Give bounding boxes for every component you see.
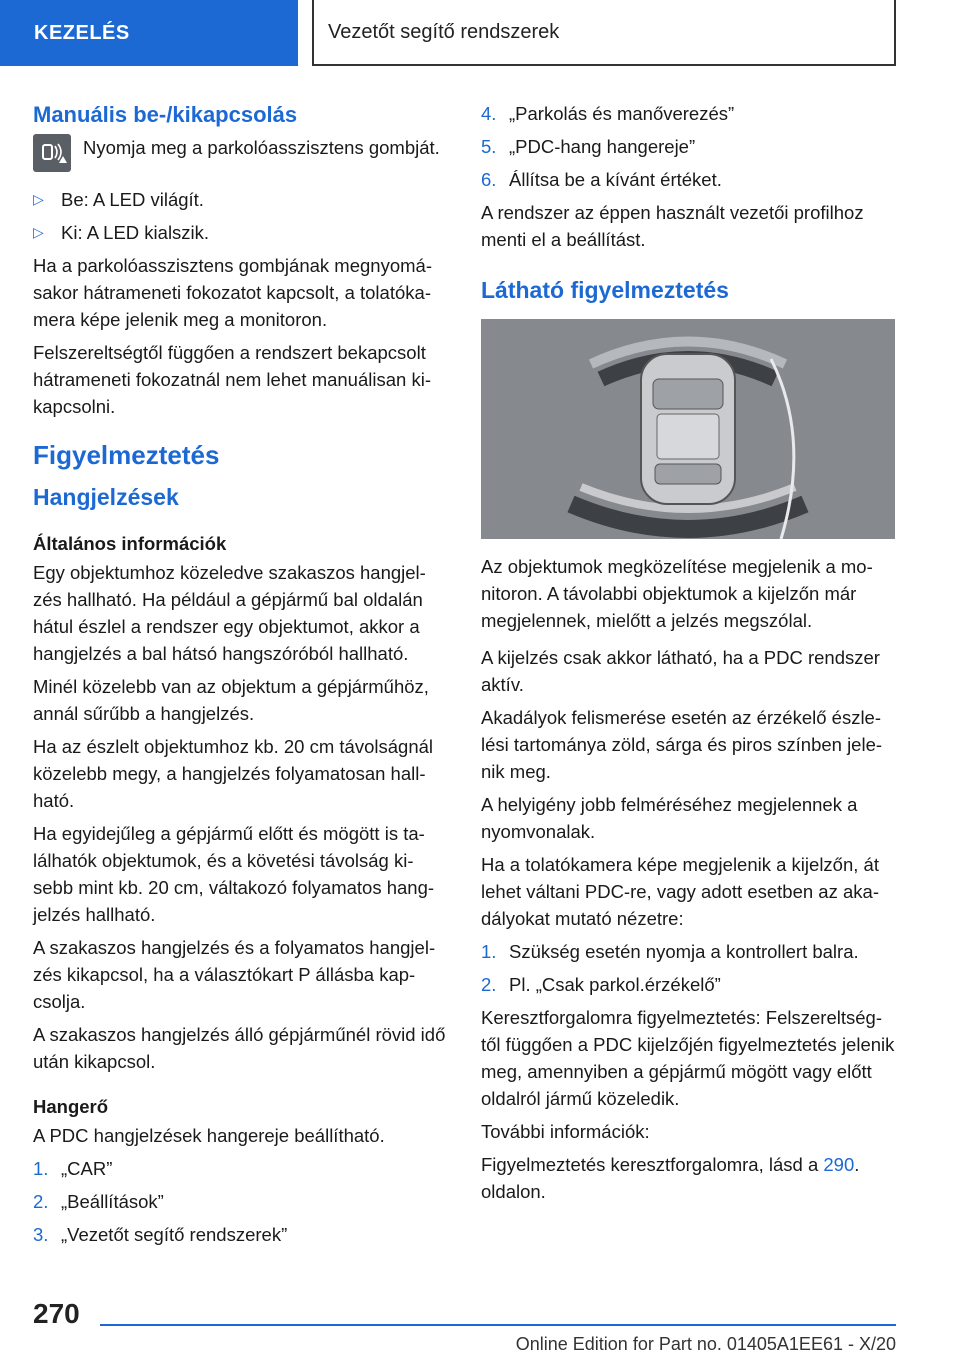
step-text: „Beállítások” bbox=[61, 1191, 164, 1212]
pdc-display-figure bbox=[481, 319, 895, 539]
volume-heading: Hangerő bbox=[33, 1096, 109, 1117]
paragraph: Ha a parkolóasszisztens gombjának megnyomásakor hátrameneti fokozatot kapcsolt, a tolatókamera képe jelenik meg a monitoron. bbox=[33, 255, 432, 330]
step-text: „Vezetőt segítő rendszerek” bbox=[61, 1224, 288, 1245]
ref-text: Figyelmeztetés keresztforgalomra, lásd a bbox=[481, 1154, 824, 1175]
paragraph: Egy objektumhoz közeledve szakaszos hangjelzés hallható. Ha például a gépjármű bal oldalán hátul észlel a rendszer egy objektumot, akkor a hangjelzés a bal hátsó hangszóróból hallható. bbox=[33, 562, 426, 664]
footer-divider bbox=[100, 1324, 896, 1326]
list-item bbox=[33, 1221, 447, 1248]
led-bullets bbox=[33, 186, 447, 246]
display-steps bbox=[481, 938, 895, 998]
sound-heading: Hangjelzések bbox=[33, 484, 179, 510]
step-number: 2. bbox=[33, 1191, 49, 1212]
paragraph: Ha a tolatókamera képe megjelenik a kijelzőn, át lehet váltani PDC-re, vagy adott esetben az akadályokat mutató nézetre: bbox=[481, 854, 879, 929]
step-text: „PDC-hang hangereje” bbox=[509, 136, 696, 157]
triangle-bullet-icon: ▷ bbox=[33, 191, 44, 207]
paragraph: A PDC hangjelzések hangereje beállítható. bbox=[33, 1125, 385, 1146]
header-section-tab: KEZELÉS bbox=[0, 0, 298, 66]
visible-warning-heading: Látható figyelmeztetés bbox=[481, 277, 729, 303]
paragraph: Ha egyidejűleg a gépjármű előtt és mögött is találhatók objektumok, és a követési távolság kisebb mint kb. 20 cm, váltakozó folyamatos hangjelzés hallható. bbox=[33, 823, 435, 925]
pdc-car-illustration bbox=[481, 319, 895, 539]
step-text: „Parkolás és manőverezés” bbox=[509, 103, 735, 124]
page-number: 270 bbox=[33, 1298, 80, 1329]
paragraph: Ha az észlelt objektumhoz kb. 20 cm távolságnál közelebb megy, a hangjelzés folyamatosan hallható. bbox=[33, 736, 434, 811]
paragraph: További információk: bbox=[481, 1121, 650, 1142]
volume-steps bbox=[33, 1155, 447, 1248]
bullet-text: Be: A LED világít. bbox=[61, 189, 204, 210]
left-column bbox=[33, 100, 447, 1254]
cross-reference bbox=[481, 1151, 895, 1205]
list-item bbox=[33, 1188, 447, 1215]
step-number: 5. bbox=[481, 136, 497, 157]
volume-steps-continued bbox=[481, 100, 895, 193]
header-chapter-title: Vezetőt segítő rendszerek bbox=[312, 0, 896, 66]
triangle-bullet-icon: ▷ bbox=[33, 224, 44, 240]
step-number: 4. bbox=[481, 103, 497, 124]
step-text: Állítsa be a kívánt értéket. bbox=[509, 169, 722, 190]
step-number: 6. bbox=[481, 169, 497, 190]
step-number: 1. bbox=[33, 1158, 49, 1179]
step-number: 2. bbox=[481, 974, 497, 995]
bullet-text: Ki: A LED kialszik. bbox=[61, 222, 210, 243]
paragraph: Minél közelebb van az objektum a gépjárműhöz, annál sűrűbb a hangjelzés. bbox=[33, 676, 429, 724]
list-item bbox=[33, 219, 447, 246]
list-item bbox=[33, 1155, 447, 1182]
ref-suffix: . bbox=[854, 1154, 860, 1175]
step-text: Pl. „Csak parkol.érzékelő” bbox=[509, 974, 721, 995]
list-item bbox=[481, 133, 895, 160]
list-item bbox=[481, 100, 895, 127]
paragraph: A szakaszos hangjelzés álló gépjárműnél rövid idő után kikapcsol. bbox=[33, 1024, 446, 1072]
button-text: Nyomja meg a parkolóasszisztens gombját. bbox=[83, 137, 440, 158]
paragraph: A helyigény jobb felméréséhez megjelennek a nyomvonalak. bbox=[481, 794, 858, 842]
paragraph: Az objektumok megközelítése megjelenik a monitoron. A távolabbi objektumok a kijelzőn már megjelennek, mielőtt a jelzés megszólal. bbox=[481, 556, 873, 631]
step-number: 3. bbox=[33, 1224, 49, 1245]
general-info-heading: Általános információk bbox=[33, 533, 227, 554]
paragraph: Felszereltségtől függően a rendszert bekapcsolt hátrameneti fokozatnál nem lehet manuálisan kikapcsolni. bbox=[33, 342, 431, 417]
manual-heading: Manuális be-/kikapcsolás bbox=[33, 102, 298, 127]
list-item bbox=[481, 166, 895, 193]
button-instruction bbox=[33, 134, 447, 172]
paragraph: A kijelzés csak akkor látható, ha a PDC rendszer aktív. bbox=[481, 647, 880, 695]
paragraph: Keresztforgalomra figyelmeztetés: Felszereltségtől függően a PDC kijelzőjén figyelmeztetés jelenik meg, amennyiben a gépjármű mögött vagy előtt oldalról jármű közeledik. bbox=[481, 1007, 895, 1109]
right-column bbox=[481, 100, 895, 1211]
list-item bbox=[481, 971, 895, 998]
list-item bbox=[33, 186, 447, 213]
list-item bbox=[481, 938, 895, 965]
park-assist-button-icon bbox=[33, 134, 71, 172]
paragraph: A szakaszos hangjelzés és a folyamatos hangjelzés kikapcsol, ha a választókart P állásba kapcsolja. bbox=[33, 937, 436, 1012]
step-number: 1. bbox=[481, 941, 497, 962]
footer-edition: Online Edition for Part no. 01405A1EE61 - X/20 bbox=[515, 1334, 896, 1354]
ref-text-line2: oldalon. bbox=[481, 1181, 546, 1202]
paragraph: A rendszer az éppen használt vezetői profilhoz menti el a beállítást. bbox=[481, 202, 864, 250]
step-text: Szükség esetén nyomja a kontrollert balra. bbox=[509, 941, 859, 962]
warning-heading: Figyelmeztetés bbox=[33, 440, 220, 470]
page-reference-link[interactable]: 290 bbox=[823, 1154, 855, 1175]
step-text: „CAR” bbox=[61, 1158, 113, 1179]
paragraph: Akadályok felismerése esetén az érzékelő észlelési tartománya zöld, sárga és piros színben jelenik meg. bbox=[481, 707, 883, 782]
